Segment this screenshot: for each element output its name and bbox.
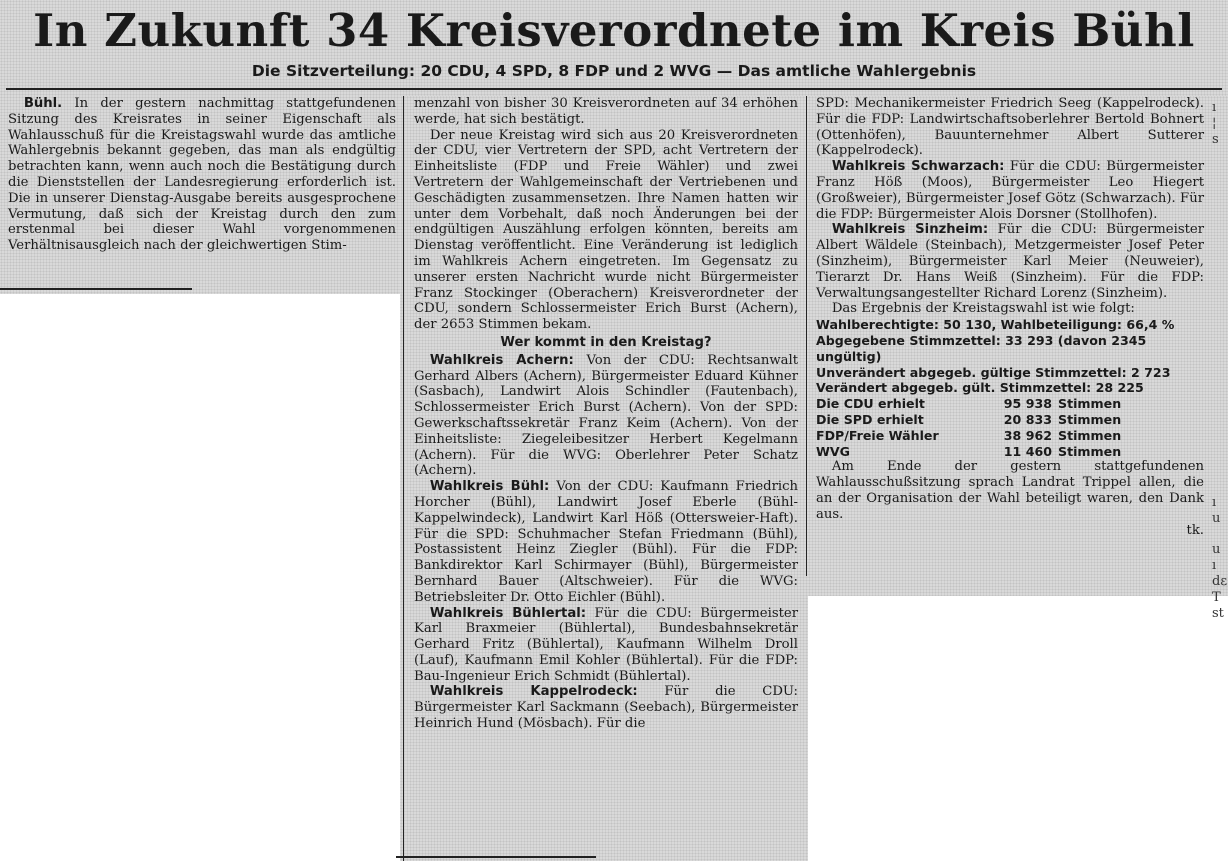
- result-intro: Das Ergebnis der Kreistagswahl ist wie folgt:: [831, 301, 1135, 317]
- district-buehlertal-label: Wahlkreis Bühlertal:: [429, 605, 587, 621]
- edge-line: dε: [1212, 573, 1228, 589]
- edge-line: [1212, 337, 1227, 353]
- result-row: [816, 412, 1204, 428]
- district-achern: [414, 353, 798, 479]
- edge-line: ı: [1212, 558, 1217, 574]
- edge-line: [1212, 242, 1227, 258]
- edge-line: [1212, 353, 1227, 369]
- result-party: Die CDU erhielt: [816, 396, 925, 412]
- continuation-paragraph: menzahl von bisher 30 Kreisverordneten auf 34 erhöhen werde, hat sich bestätigt.: [414, 96, 798, 127]
- edge-line: [1212, 416, 1227, 432]
- district-schwarzach-label: Wahlkreis Schwarzach:: [831, 159, 1005, 175]
- edge-line: [1212, 384, 1227, 400]
- district-achern-text: Von der CDU: Rechtsanwalt Gerhard Albers (Achern), Bürgermeister Eduard Kühner (Sasbach), Landwirt Alois Schindler (Fautenbach), Schlossermeister Erich Burst (Achern). Von der SPD: Gewerkschaftssekretär Franz Keim (Achern). Von der Einheitsliste: Ziegeleibesitzer Herbert Kegelmann (Achern). Für die WVG: Oberlehrer Peter Schatz (Achern).: [414, 352, 798, 479]
- changed-ballots: Verändert abgegeb. gült. Stimmzettel: 28 225: [816, 380, 1144, 396]
- edge-line: [1212, 258, 1227, 274]
- composition-paragraph: Der neue Kreistag wird sich aus 20 Kreisverordneten der CDU, vier Vertretern der SPD, acht Vertretern der Einheitsliste (FDP und Freie Wähler) und zwei Vertretern der Wahlgemeinschaft der Vertriebenen und Geschädigten zusammensetzen. Ihre Namen hatten wir unter dem Vorbehalt, daß noch Änderungen bei der endgültigen Auszählung erfolgen könnten, bereits am Dienstag veröffentlicht. Eine Veränderung ist lediglich im Wahlkreis Achern eingetreten. Im Gegensatz zu unserer ersten Nachricht wurde nicht Bürgermeister Franz Stockinger (Oberachern) Kreisverordneter der CDU, sondern Schlossermeister Erich Burst (Achern), der 2653 Stimmen bekam.: [414, 127, 798, 333]
- district-kappelrodeck: [414, 684, 798, 731]
- author-signature: tk.: [1186, 522, 1204, 538]
- unchanged-ballots: Unverändert abgegeb. gültige Stimmzettel: 2 723: [816, 364, 1171, 380]
- result-party: FDP/Freie Wähler: [816, 427, 939, 443]
- edge-line: [1212, 305, 1227, 321]
- edge-line: ı: [1212, 100, 1217, 115]
- edge-line: st: [1212, 605, 1224, 621]
- edge-line: ı: [1212, 494, 1217, 510]
- edge-line: [1212, 179, 1227, 195]
- edge-line: s: [1212, 131, 1219, 147]
- result-party: Die SPD erhielt: [816, 411, 924, 427]
- district-buehlertal: [414, 606, 798, 685]
- edge-line: [1212, 463, 1227, 479]
- edge-line: [1212, 195, 1227, 211]
- headline: In Zukunft 34 Kreisverordnete im Kreis Bühl: [33, 4, 1195, 57]
- district-schwarzach-text: Für die CDU: Bürgermeister Franz Höß (Moos), Bürgermeister Leo Hiegert (Großweier), Bürgermeister Josef Götz (Schwarzach). Für die FDP: Bürgermeister Alois Dorsner (Stollhofen).: [816, 159, 1204, 222]
- edge-line: [1212, 432, 1227, 448]
- result-votes: 11 460: [1003, 443, 1052, 459]
- edge-line: u: [1212, 510, 1221, 526]
- district-buehlertal-text: Für die CDU: Bürgermeister Karl Braxmeier (Bühlertal), Bundesbahnsekretär Gerhard Fritz (Bühlertal), Kaufmann Wilhelm Droll (Lauf), Kaufmann Emil Kohler (Bühlertal). Für die FDP: Bau-Ingenieur Erich Schmidt (Bühlertal).: [414, 605, 798, 684]
- district-kappelrodeck-text: Für die CDU: Bürgermeister Karl Sackmann (Seebach), Bürgermeister Heinrich Hund (Mösbach). Für die: [414, 684, 798, 732]
- section-heading: Wer kommt in den Kreistag?: [500, 334, 712, 350]
- edge-line: [1212, 290, 1227, 306]
- result-unit: Stimmen: [1058, 396, 1122, 412]
- edge-line: [1212, 369, 1227, 385]
- edge-line: [1212, 321, 1227, 337]
- district-buehl: [414, 479, 798, 605]
- edge-line: [1212, 527, 1227, 543]
- edge-line: u: [1212, 542, 1221, 558]
- result-party: WVG: [816, 443, 850, 459]
- intro-paragraph: [8, 96, 396, 254]
- ballots-cast: Abgegebene Stimmzettel: 33 293 (davon 2345 ungültig): [816, 332, 1147, 364]
- district-kappelrodeck-label: Wahlkreis Kappelrodeck:: [429, 684, 638, 700]
- result-votes: 38 962: [1003, 427, 1052, 443]
- edge-line: [1212, 163, 1227, 179]
- edge-line: [1212, 479, 1227, 495]
- edge-line: [1212, 147, 1227, 163]
- district-schwarzach: [816, 159, 1204, 222]
- continuation-paragraph-3: SPD: Mechanikermeister Friedrich Seeg (Kappelrodeck). Für die FDP: Landwirtschaftsoberlehrer Bertold Bohnert (Ottenhöfen), Bauunternehmer Albert Sutterer (Kappelrodeck).: [816, 96, 1204, 159]
- column-1: [8, 96, 396, 254]
- edge-fragments: [1212, 100, 1227, 621]
- column2-end-rule: [396, 856, 596, 858]
- district-sinzheim-label: Wahlkreis Sinzheim:: [831, 222, 989, 238]
- result-row: [816, 444, 1204, 460]
- edge-line: ¦: [1212, 115, 1217, 131]
- intro-text: In der gestern nachmittag stattgefundenen Sitzung des Kreisrates in seiner Eigenschaft als Wahlausschuß für die Kreistagswahl wurde das amtliche Wahlergebnis bekannt gegeben, das man als endgültig betrachten kann, wenn auch noch die Bestätigung durch die Dienststellen der Landesregierung erforderlich ist. Die in unserer Dienstag-Ausgabe bereits ausgesprochene Vermutung, daß sich der Kreistag durch den zum erstenmal bei dieser Wahl vorgenommenen Verhältnisausgleich nach der gleichwertigen Stim-: [8, 96, 396, 254]
- district-buehl-label: Wahlkreis Bühl:: [429, 479, 550, 495]
- result-unit: Stimmen: [1058, 443, 1122, 459]
- result-row: [816, 428, 1204, 444]
- edge-line: [1212, 211, 1227, 227]
- closing-paragraph: Am Ende der gestern stattgefundenen Wahlausschußsitzung sprach Landrat Trippel allen, die an der Organisation der Wahl beteiligt waren, den Dank aus.: [816, 459, 1204, 522]
- edge-line: [1212, 400, 1227, 416]
- edge-line: [1212, 448, 1227, 464]
- header-rule: [6, 88, 1222, 90]
- result-votes: 20 833: [1003, 411, 1052, 427]
- subheadline: Die Sitzverteilung: 20 CDU, 4 SPD, 8 FDP und 2 WVG — Das amtliche Wahlergebnis: [251, 62, 977, 80]
- column-2: [414, 96, 798, 732]
- district-achern-label: Wahlkreis Achern:: [429, 352, 574, 368]
- district-buehl-text: Von der CDU: Kaufmann Friedrich Horcher (Bühl), Landwirt Josef Eberle (Bühl-Kappelwindeck), Landwirt Karl Höß (Ottersweier-Haft). Für die SPD: Schuhmacher Stefan Friedmann (Bühl), Postassistent Heinz Ziegler (Bühl). Für die FDP: Bankdirektor Karl Schirmayer (Bühl), Bürgermeister Bernhard Bauer (Altschweier). Für die WVG: Betriebsleiter Dr. Otto Eichler (Bühl).: [414, 479, 798, 605]
- dateline: Bühl.: [23, 96, 63, 111]
- column-divider-2: [806, 96, 807, 576]
- column1-end-rule: [0, 288, 192, 290]
- edge-line: T: [1212, 589, 1221, 605]
- result-unit: Stimmen: [1058, 427, 1122, 443]
- edge-line: [1212, 274, 1227, 290]
- column-divider-1: [403, 96, 404, 861]
- edge-line: [1212, 226, 1227, 242]
- result-unit: Stimmen: [1058, 411, 1122, 427]
- column-3: [816, 96, 1204, 538]
- result-votes: 95 938: [1003, 396, 1052, 412]
- district-sinzheim-text: Für die CDU: Bürgermeister Albert Wäldele (Steinbach), Metzgermeister Josef Peter (Sinzheim), Bürgermeister Karl Meier (Neuweier), Tierarzt Dr. Hans Weiß (Sinzheim). Für die FDP: Verwaltungsangestellter Richard Lorenz (Sinzheim).: [816, 222, 1204, 301]
- eligible-voters: Wahlberechtigte: 50 130, Wahlbeteiligung: 66,4 %: [816, 317, 1175, 333]
- district-sinzheim: [816, 222, 1204, 301]
- result-row: [816, 396, 1204, 412]
